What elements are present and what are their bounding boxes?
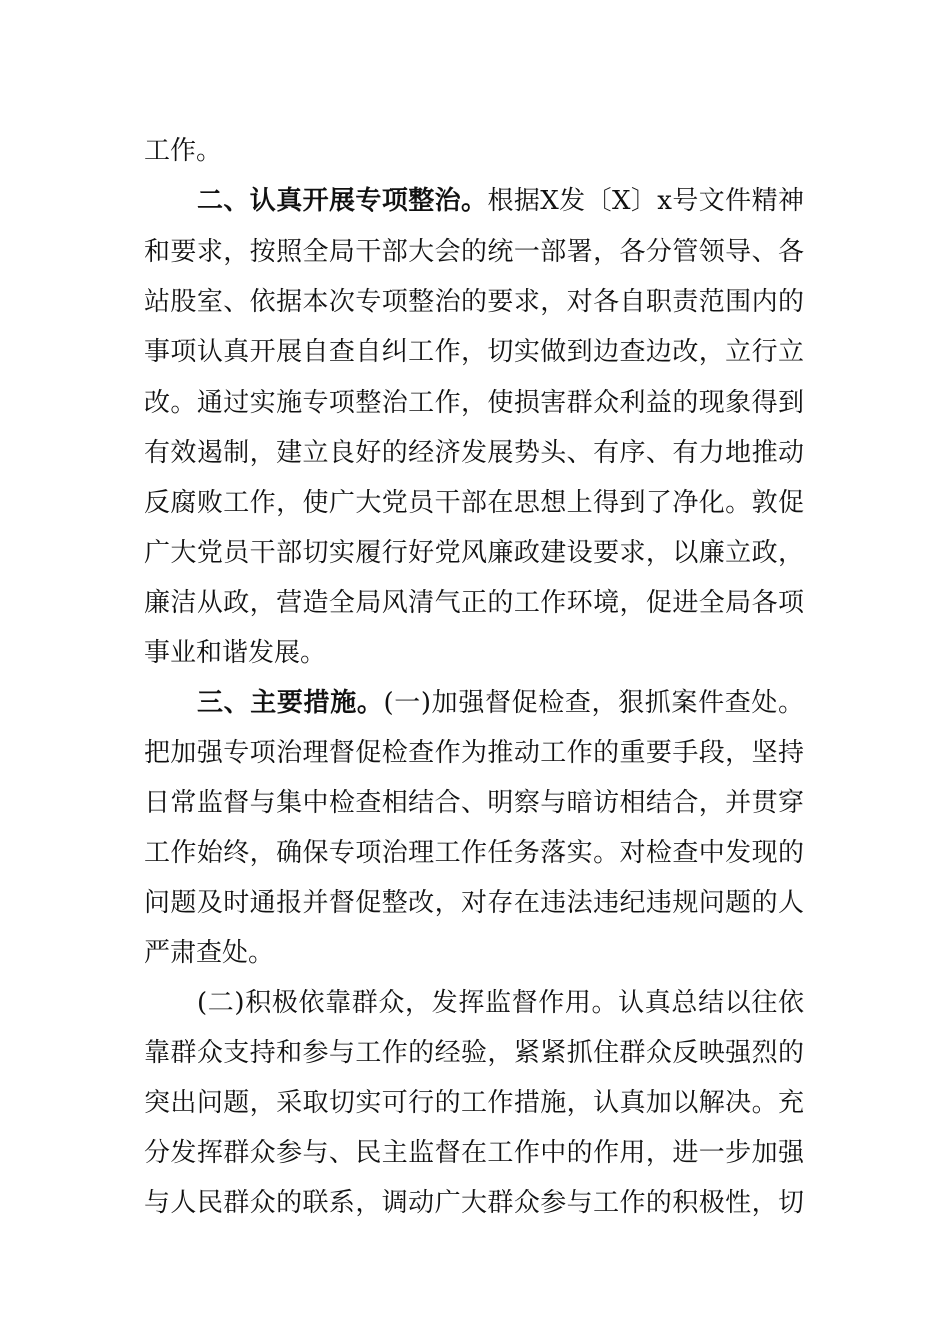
body-text-line: 与人民群众的联系，调动广大群众参与工作的积极性，切 bbox=[144, 1188, 804, 1218]
body-text-line: 事项认真开展自查自纠工作，切实做到边查边改，立行立 bbox=[144, 337, 804, 367]
body-text-line: 有效遏制，建立良好的经济发展势头、有序、有力地推动 bbox=[144, 438, 804, 468]
body-text-line: 分发挥群众参与、民主监督在工作中的作用，进一步加强 bbox=[144, 1138, 804, 1168]
body-text-line: 廉洁从政，营造全局风清气正的工作环境，促进全局各项 bbox=[144, 588, 804, 618]
body-text-line: 改。通过实施专项整治工作，使损害群众利益的现象得到 bbox=[144, 388, 804, 418]
section-heading-line: 二、认真开展专项整治。根据X发〔X〕x号文件精神 bbox=[197, 186, 804, 216]
section-heading: 三、主要措施。 bbox=[197, 688, 384, 718]
body-text-line: 站股室、依据本次专项整治的要求，对各自职责范围内的 bbox=[144, 287, 804, 317]
body-text-line: 工作始终，确保专项治理工作任务落实。对检查中发现的 bbox=[144, 838, 804, 868]
body-text-line: 问题及时通报并督促整改，对存在违法违纪违规问题的人 bbox=[144, 888, 804, 918]
body-text-line: 突出问题，采取切实可行的工作措施，认真加以解决。充 bbox=[144, 1088, 804, 1118]
body-text-line: 严肃查处。 bbox=[144, 938, 275, 968]
body-text-line: 广大党员干部切实履行好党风廉政建设要求，以廉立政， bbox=[144, 538, 804, 568]
body-text-line: 靠群众支持和参与工作的经验，紧紧抓住群众反映强烈的 bbox=[144, 1038, 804, 1068]
body-text-line: 事业和谐发展。 bbox=[144, 638, 327, 668]
section-heading-line: 三、主要措施。(一)加强督促检查，狠抓案件查处。 bbox=[197, 688, 804, 718]
body-text-line: 反腐败工作，使广大党员干部在思想上得到了净化。敦促 bbox=[144, 488, 804, 518]
body-text-line: 和要求，按照全局干部大会的统一部署，各分管领导、各 bbox=[144, 237, 804, 267]
body-text-line: 工作。 bbox=[144, 136, 223, 166]
body-text-line: 把加强专项治理督促检查作为推动工作的重要手段，坚持 bbox=[144, 738, 804, 768]
section-heading: 二、认真开展专项整治。 bbox=[197, 186, 488, 216]
body-text-line: 日常监督与集中检查相结合、明察与暗访相结合，并贯穿 bbox=[144, 788, 804, 818]
body-text-line: (二)积极依靠群众，发挥监督作用。认真总结以往依 bbox=[197, 988, 804, 1018]
